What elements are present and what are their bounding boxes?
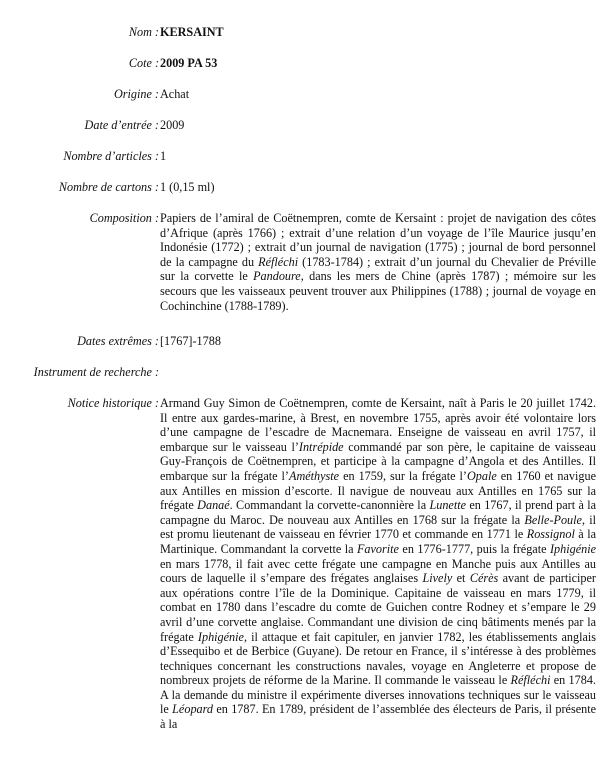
- cote-value: 2009 PA 53: [160, 56, 218, 70]
- origine-value: Achat: [160, 87, 190, 101]
- notice-label: Notice historique :: [67, 396, 159, 410]
- nom-value: KERSAINT: [160, 25, 224, 39]
- date-entree-label: Date d’entrée :: [84, 118, 159, 132]
- notice-text: Armand Guy Simon de Coëtnempren, comte de Kersaint, naît à Paris le 20 juillet 1742. Il entre aux gardes-marine, à Brest, en novembre 1755, après avoir été volontaire lors d’une campagne de l’escadre de Macnemara. Enseigne de vaisseau en avril 1757, il embarque sur le vaisseau l’Intrépide commandé par son père, le capitaine de vaisseau Guy-François de Coëtnempren, et participe à la campagne d’Angola et des Antilles. Il embarque sur la frégate l’Améthyste en 1759, sur la frégate l’Opale en 1760 et navigue aux Antilles en mission d’escorte. Il navigue de nouveau aux Antilles en 1765 sur la frégate Danaé. Commandant la corvette-canonnière la Lunette en 1767, il prend part à la campagne du Maroc. De nouveau aux Antilles en 1768 sur la frégate la Belle-Poule, il est promu lieutenant de vaisseau en février 1770 et commande en 1771 le Rossignol à la Martinique. Commandant la corvette la Favorite en 1776-1777, puis la frégate Iphigénie en mars 1778, il fait avec cette frégate une campagne en Manche puis aux Antilles au cours de laquelle il s’empare des frégates anglaises Lively et Cérès avant de participer aux opérations contre l’île de la Dominique. Capitaine de vaisseau en mars 1779, il combat en 1780 dans l’escadre du comte de Guichen contre Rodney et s’empare le 29 avril d’une corvette anglaise. Commandant une division de cinq bâtiments menés par la frégate Iphigénie, il attaque et fait capituler, en janvier 1782, les établissements anglais d’Essequibo et de Berbice (Guyane). De retour en France, il s’intéresse à des problèmes techniques concernant les constructions navales, voyage en Angleterre et propose de nombreux projets de réforme de la Marine. Il commande le vaisseau le Réfléchi en 1784. A la demande du ministre il expérimente diverses innovations techniques sur le vaisseau le Léopard en 1787. En 1789, président de l’assemblée des électeurs de Paris, il présente à la: [160, 396, 597, 732]
- date-entree-value: 2009: [160, 118, 185, 132]
- nombre-cartons-label: Nombre de cartons :: [58, 180, 159, 194]
- nombre-cartons-value: 1 (0,15 ml): [160, 180, 215, 194]
- nombre-articles-value: 1: [160, 149, 167, 163]
- instrument-label: Instrument de recherche :: [33, 365, 159, 379]
- composition-text: Papiers de l’amiral de Coëtnempren, comte de Kersaint : projet de navigation des côtes d’Afrique (après 1766) ; extrait d’une relation d’un voyage de l’île Maurice jusqu’en Indonésie (1772) ; extrait d’un journal de navigation (1775) ; journal de bord personnel de la campagne du Réfléchi (1783-1784) ; extrait d’un journal du Chevalier de Préville sur la corvette le Pandoure, dans les mers de Chine (après 1787) ; mémoire sur les secours que les vaisseaux peuvent trouver aux Philippines (1788) ; journal de voyage en Cochinchine (1788-1789).: [160, 211, 597, 313]
- nombre-articles-label: Nombre d’articles :: [63, 149, 159, 163]
- dates-extremes-label: Dates extrêmes :: [77, 334, 159, 348]
- composition-label: Composition :: [89, 211, 159, 225]
- nom-label: Nom :: [128, 25, 159, 39]
- origine-label: Origine :: [113, 87, 159, 101]
- cote-label: Cote :: [128, 56, 159, 70]
- dates-extremes-value: [1767]-1788: [160, 334, 221, 348]
